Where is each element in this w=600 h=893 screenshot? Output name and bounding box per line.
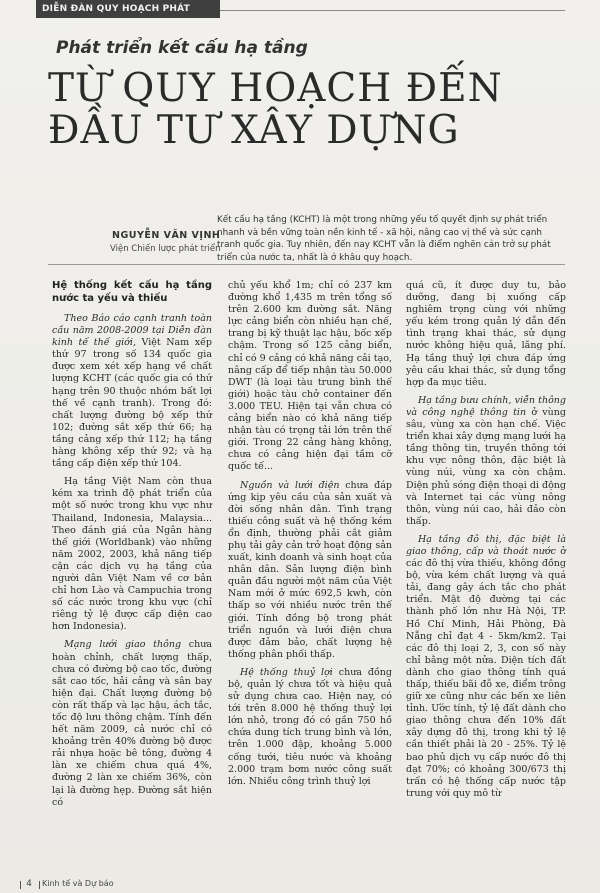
paragraph <box>228 667 392 788</box>
paragraph: Hạ tầng Việt Nam còn thua kém xa trình độ phát triển của một số nước trong khu vực như Thailand, Indonesia, Malaysia... Theo đánh giá của Ngân hàng thế giới (Worldbank) vào những năm 2002, 2003, khả năng tiếp cận các dịch vụ hạ tầng của người dân Việt Nam về cơ bản chỉ hơn Lào và Campuchia trong số các nước trong khu vực (chỉ riêng tỷ lệ được cấp điện cao hơn Indonesia). <box>52 476 212 633</box>
column-2 <box>228 280 392 794</box>
paragraph <box>52 639 212 808</box>
header-rule <box>220 10 565 11</box>
text-span: ở các đô thị vừa thiếu, không đồng bộ, vừa kém chất lượng và quá tải, đang gây ách tắc cho phát triển. Mật độ đường tại các thành phố lớn như Hà Nội, TP. Hồ Chí Minh, Hải Phòng, Đà Nẵng chỉ đạt 4 - 5km/km2. Tại các đô thị loại 2, 3, con số này chỉ bằng một nửa. Diện tích đất dành cho giao thông tính quá thấp, thiếu bãi đỗ xe, điểm trông giữ xe cũng như các bến xe liên tỉnh. Ước tính, tỷ lệ đất dành cho giao thông chưa đến 10% đất xây dựng đô thị, trong khi tỷ lệ cần thiết phải là 20 - 25%. Tỷ lệ bao phủ dịch vụ cấp nước đô thị đạt 70%; có khoảng 300/673 thị trấn có hệ thống cấp nước tập trung với quy mô từ <box>406 545 566 799</box>
article-lead: Kết cấu hạ tầng (KCHT) là một trong những yếu tố quyết định sự phát triển nhanh và bền vững toàn nền kinh tế - xã hội, nâng cao vị thế và sức cạnh tranh quốc gia. Tuy nhiên, đến nay KCHT vẫn là điểm nghẽn cản trở sự phát triển của nước ta, nhất là ở khâu quy hoạch. <box>217 215 551 263</box>
article-title <box>48 68 568 152</box>
text-span: ở vùng sâu, vùng xa còn hạn chế. Việc triển khai xây dựng mạng lưới hạ tầng thông tin, truyền thông tới khu vực nông thôn, đặc biệt là vùng núi, vùng xa còn chậm. Diện phủ sóng điện thoại di động và Internet tại các vùng nông thôn, vùng núi cao, hải đảo còn thấp. <box>406 406 566 527</box>
text-span: chưa đáp ứng kịp yêu cầu của sản xuất và đời sống nhân dân. Tình trạng thiếu công suất và hệ thống kém ổn định, thường phải cắt giảm phụ tải gây cản trở hoạt động sản xuất, kinh doanh và sinh hoạt của nhân dân. Sản lượng điện bình quân đầu người một năm của Việt Nam mới ở mức 692,5 kwh, còn thấp so với nhiều nước trên thế giới. Tính đồng bộ trong phát triển nguồn và lưới điện chưa được đảm bảo, chất lượng hệ thống phân phối thấp. <box>228 479 392 660</box>
column-1 <box>52 279 212 815</box>
paragraph: chủ yếu khổ 1m; chỉ có 237 km đường khổ 1,435 m trên tổng số trên 2.600 km đường sắt. Năng lực cảng biển còn nhiều hạn chế, trang bị kỹ thuật lạc hậu, bốc xếp chậm. Trong số 125 cảng biển, chỉ có 9 cảng có khả năng cải tạo, nâng cấp để tiếp nhận tàu 50.000 DWT (là loại tàu trung bình thế giới) hoặc tàu chở container đến 3.000 TEU. Hiện tại vẫn chưa có cảng biển nào có khả năng tiếp nhận tàu có trọng tải lớn trên thế giới. Trong 22 cảng hàng không, chưa có cảng hiện đại tầm cỡ quốc tế... <box>228 280 392 473</box>
text-span: Việt Nam xếp thứ 97 trong số 134 quốc gia được xem xét xếp hạng về chất lượng KCHT (các quốc gia có thứ hạng trên 90 thuộc nhóm bất lợi thế về cạnh tranh). Trong đó: chất lượng đường bộ xếp thứ 102; đường sắt xếp thứ 66; hạ tầng cảng xếp thứ 112; hạ tầng hàng không xếp thứ 92; và hạ tầng cấp điện xếp thứ 104. <box>52 337 212 470</box>
article-kicker: Phát triển kết cấu hạ tầng <box>56 38 308 58</box>
title-line-1: TỪ QUY HOẠCH ĐẾN <box>48 66 503 111</box>
italic-span: Nguồn và lưới điện <box>240 479 340 491</box>
publication-name: Kinh tế và Dự báo <box>42 879 114 888</box>
paragraph <box>52 313 212 470</box>
author-name: NGUYỄN VĂN VỊNH <box>112 230 221 241</box>
section-heading: Hệ thống kết cấu hạ tầng nước ta yếu và thiếu <box>52 280 212 304</box>
italic-span: Hệ thống thuỷ lợi <box>240 666 333 678</box>
title-line-2: ĐẦU TƯ XÂY DỰNG <box>48 108 460 153</box>
text-span: chưa hoàn chỉnh, chất lượng thấp, chưa có đường bộ cao tốc, đường sắt cao tốc, hải cảng và sân bay hiện đại. Chất lượng đường bộ còn rất thấp và lạc hậu, ách tắc, tốc độ lưu thông chậm. Tính đến hết năm 2009, cả nước chỉ có khoảng trên 40% đường bộ được rải nhựa hoặc bê tông, đường 4 làn xe chiếm chưa quá 4%, đường 2 làn xe chiếm 36%, còn lại là đường hẹp. Đường sắt hiện có <box>52 639 212 808</box>
paragraph <box>406 395 566 528</box>
page-number: 4 <box>26 879 32 889</box>
lead-divider <box>48 264 565 265</box>
section-label: DIỄN ĐÀN QUY HOẠCH PHÁT TRIỂN <box>36 0 220 18</box>
text-span: chưa đồng bộ, quản lý chưa tốt và hiệu quả sử dụng chưa cao. Hiện nay, có tới trên 8.000 hệ thống thuỷ lợi lớn nhỏ, trong đó có gần 750 hồ chứa dung tích trung bình và lớn, trên 1.000 đập, khoảng 5.000 cống tưới, tiêu nước và khoảng 2.000 trạm bơm nước công suất lớn. Nhiều công trình thuỷ lợi <box>228 666 392 787</box>
italic-span: Hạ tầng đô thị, đặc biệt là giao thông, cấp và thoát nước <box>406 533 566 557</box>
paragraph <box>406 534 566 800</box>
column-3 <box>406 280 566 806</box>
italic-span: Theo Báo cáo cạnh tranh toàn cầu năm 2008-2009 tại Diễn đàn kinh tế thế giới, <box>52 313 212 349</box>
paragraph: quá cũ, ít được duy tu, bảo dưỡng, đang bị xuống cấp nghiêm trọng cùng với những yếu kém trong quản lý dẫn đến tình trạng khai thác, sử dụng nước không hiệu quả, lãng phí. Hạ tầng thuỷ lợi chưa đáp ứng yêu cầu khai thác, sử dụng tổng hợp đa mục tiêu. <box>406 280 566 388</box>
paragraph <box>228 480 392 661</box>
italic-span: Mạng lưới giao thông <box>64 639 182 651</box>
author-affiliation: Viện Chiến lược phát triển <box>110 244 221 254</box>
italic-span: Hạ tầng bưu chính, viễn thông và công nghệ thông tin <box>406 394 566 418</box>
